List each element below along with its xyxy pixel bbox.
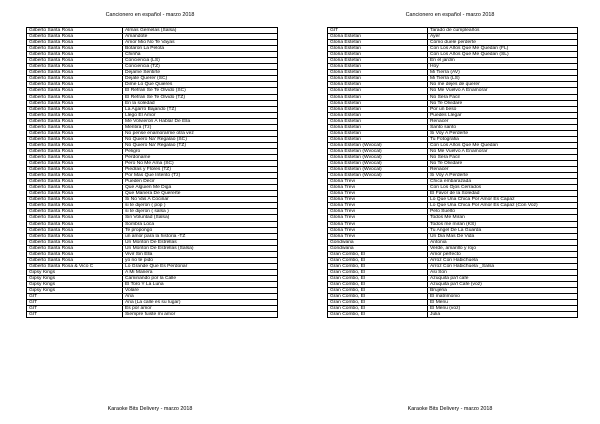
song-cell: Llego El Amor — [123, 112, 278, 118]
artist-cell: Gilberto Santa Rosa — [27, 154, 123, 160]
song-cell: Con Los Años Que Me Quedan (SL) — [428, 52, 578, 58]
artist-cell: Gilberto Santa Rosa — [27, 209, 123, 215]
song-cell: Con Los Ojos Cerrados — [428, 185, 578, 191]
song-cell: Siempre fuiste mi amor — [123, 312, 278, 318]
song-cell: No Sera Facil — [428, 94, 578, 100]
artist-cell: Gilberto Santa Rosa — [27, 251, 123, 257]
artist-cell: Gloria Trevi — [328, 221, 428, 227]
song-cell: No Me Vuelvo A Enamorar — [428, 148, 578, 154]
artist-cell: Gloria Estefan — [328, 118, 428, 124]
artist-cell: Gilberto Santa Rosa — [27, 233, 123, 239]
artist-cell: Gilberto Santa Rosa — [27, 215, 123, 221]
song-cell: Conciencia (TZ) — [123, 64, 278, 70]
artist-cell: Gloria Trevi — [328, 179, 428, 185]
song-cell: Si Voy A Perderte — [428, 173, 578, 179]
song-cell: Por Mas Que Intento (Tz) — [123, 173, 278, 179]
song-cell: Azuquita pa'l cafe — [428, 275, 578, 281]
song-cell: Pueden Decir — [123, 179, 278, 185]
song-cell: Caminando por la Calle — [123, 275, 278, 281]
song-cell: Verde, amarillo y rojo — [428, 245, 578, 251]
artist-cell: Gilberto Santa Rosa — [27, 106, 123, 112]
song-cell: No Quiero Na' Regalao (SC) — [123, 136, 278, 142]
song-cell: No me dejes de querer — [428, 82, 578, 88]
artist-cell: Gran Combo, El — [328, 288, 428, 294]
song-cell: El Refran Se Te Olvido (TZ) — [123, 94, 278, 100]
song-cell: Antonia — [428, 239, 578, 245]
artist-cell: Gilberto Santa Rosa — [27, 40, 123, 46]
artist-cell: Gran Combo, El — [328, 281, 428, 287]
song-cell: un amor para la historia -TZ — [123, 233, 278, 239]
artist-cell: Gondwana — [328, 239, 428, 245]
artist-cell: Gloria Estefan (Wvocal) — [328, 173, 428, 179]
song-cell: si te dijeron ( pop ) — [123, 203, 278, 209]
song-cell: Mi Tierra (AV) — [428, 70, 578, 76]
table-row — [328, 312, 578, 318]
song-cell: Almas Gemelas (Salsa) — [123, 28, 278, 34]
artist-cell: Gran Combo, El — [328, 275, 428, 281]
song-cell: Pelo Suelto — [428, 209, 578, 215]
artist-cell: Gilberto Santa Rosa — [27, 112, 123, 118]
page-footer: Karaoke Bits Delivery - marzo 2018 — [107, 406, 193, 412]
song-cell: Mi Tierra (LS) — [428, 76, 578, 82]
artist-cell: Gloria Estefan (Wvocal) — [328, 167, 428, 173]
artist-cell: Gloria Estefan (Wvocal) — [328, 154, 428, 160]
artist-cell: Gilberto Santa Rosa — [27, 227, 123, 233]
artist-cell: Gloria Estefan — [328, 34, 428, 40]
artist-cell: Gloria Estefan — [328, 64, 428, 70]
artist-cell: Gilberto Santa Rosa — [27, 70, 123, 76]
song-cell: yo no te pido — [123, 257, 278, 263]
song-cell: Volare — [123, 288, 278, 294]
song-cell: Ana — [123, 294, 278, 300]
artist-cell: Gloria Estefan — [328, 40, 428, 46]
artist-cell: Gloria Trevi — [328, 215, 428, 221]
artist-cell: Gilberto Santa Rosa — [27, 245, 123, 251]
song-cell: Lo Que Una Chica Por Amor Es Capaz (Con Voz) — [428, 203, 578, 209]
artist-cell: Gilberto Santa Rosa — [27, 58, 123, 64]
artist-cell: Gloria Estefan — [328, 58, 428, 64]
song-cell: Amandote — [123, 34, 278, 40]
song-cell: Si Voy A Perderte — [428, 130, 578, 136]
song-cell: Hoy — [428, 64, 578, 70]
song-cell: Un Dia Mas De Vida — [428, 233, 578, 239]
song-cell: Santo santo — [428, 124, 578, 130]
song-cell: Todos Me Miran — [428, 215, 578, 221]
song-cell: Que Manera De Quererte — [123, 191, 278, 197]
artist-cell: GIT — [27, 294, 123, 300]
artist-cell: Gran Combo, El — [328, 306, 428, 312]
song-cell: Azuquita pa'l Cafe (voz) — [428, 281, 578, 287]
song-cell: Por un beso — [428, 106, 578, 112]
artist-cell: Gloria Estefan — [328, 130, 428, 136]
song-cell: Es por amor — [123, 306, 278, 312]
artist-cell: Gran Combo, El — [328, 312, 428, 318]
song-cell: Vivir Sin Ella — [123, 251, 278, 257]
song-cell: Todos me miran (KS) — [428, 221, 578, 227]
song-cell: Piedras y Flores (TZ) — [123, 167, 278, 173]
song-cell: Dime Lo Que Quieres — [123, 82, 278, 88]
artist-cell: Gloria Trevi — [328, 185, 428, 191]
song-cell: Renacer — [428, 118, 578, 124]
artist-cell: Gran Combo, El — [328, 257, 428, 263]
song-cell: Conciencia (LS) — [123, 58, 278, 64]
artist-cell: Gilberto Santa Rosa — [27, 257, 123, 263]
artist-cell: Gloria Estefan — [328, 70, 428, 76]
artist-cell: Gilberto Santa Rosa — [27, 197, 123, 203]
artist-cell: GIT — [27, 300, 123, 306]
song-cell: No Te Olvidare — [428, 100, 578, 106]
song-cell: Un Monton De Estrellas — [123, 239, 278, 245]
artist-cell: GIT — [27, 306, 123, 312]
song-cell: Con Los Años Que Me Quedan (FL) — [428, 46, 578, 52]
song-cell: Amor Mio No Te Vayas — [123, 40, 278, 46]
artist-cell: Gloria Trevi — [328, 191, 428, 197]
artist-cell: Gilberto Santa Rosa — [27, 167, 123, 173]
artist-cell: Gloria Estefan — [328, 94, 428, 100]
artist-cell: Gondwana — [328, 245, 428, 251]
song-cell: Arroz Con Habichuela _Salsa — [428, 263, 578, 269]
artist-cell: Gipsy Kings — [27, 281, 123, 287]
song-cell: Botaron La Pelota — [123, 46, 278, 52]
song-cell: Pero No Me Ama (SC) — [123, 161, 278, 167]
artist-cell: Gilberto Santa Rosa — [27, 221, 123, 227]
song-cell: No Me Vuelvo A Enamorar — [428, 88, 578, 94]
song-cell: Me Volvieron A Hablar De Ella — [123, 118, 278, 124]
artist-cell: Gloria Estefan — [328, 88, 428, 94]
artist-cell: Gilberto Santa Rosa — [27, 136, 123, 142]
song-cell: Perdoname — [123, 154, 278, 160]
song-cell: Chiriña — [123, 52, 278, 58]
artist-cell: Gilberto Santa Rosa — [27, 130, 123, 136]
right-page — [300, 0, 600, 424]
artist-cell: Gloria Estefan — [328, 100, 428, 106]
song-cell: Asi Son — [428, 269, 578, 275]
artist-cell: Gloria Estefan (Wvocal) — [328, 161, 428, 167]
artist-cell: Gilberto Santa Rosa — [27, 82, 123, 88]
song-cell: si te dijeron ( salsa ) — [123, 209, 278, 215]
song-cell: Amor perfecto — [428, 251, 578, 257]
artist-cell: Gloria Estefan — [328, 82, 428, 88]
song-cell: Tu Angel De La Guarda — [428, 227, 578, 233]
artist-cell: Gloria Estefan (Wvocal) — [328, 148, 428, 154]
artist-cell: Gilberto Santa Rosa — [27, 148, 123, 154]
artist-cell: Gilberto Santa Rosa — [27, 28, 123, 34]
song-cell: El Menu — [428, 300, 578, 306]
page-header: Cancionero en español - marzo 2018 — [405, 12, 495, 18]
song-cell: Lo Grande Que Es Perdonar — [123, 263, 278, 269]
song-cell: Julia — [428, 312, 578, 318]
artist-cell: Gilberto Santa Rosa & Vico C — [27, 263, 123, 269]
artist-cell: Gilberto Santa Rosa — [27, 118, 123, 124]
artist-cell: Gilberto Santa Rosa — [27, 161, 123, 167]
artist-cell: Gloria Estefan — [328, 76, 428, 82]
artist-cell: Gloria Estefan — [328, 124, 428, 130]
artist-cell: Gilberto Santa Rosa — [27, 173, 123, 179]
artist-cell: Gloria Trevi — [328, 227, 428, 233]
artist-cell: Gloria Estefan — [328, 46, 428, 52]
song-cell: El Menu (voz) — [428, 306, 578, 312]
song-cell: Ana (La calle es su lugar) — [123, 300, 278, 306]
artist-cell: Gran Combo, El — [328, 300, 428, 306]
artist-cell: Gloria Estefan — [328, 106, 428, 112]
artist-cell: Gilberto Santa Rosa — [27, 88, 123, 94]
artist-cell: Gilberto Santa Rosa — [27, 76, 123, 82]
artist-cell: Gilberto Santa Rosa — [27, 64, 123, 70]
artist-cell: Gilberto Santa Rosa — [27, 46, 123, 52]
song-cell: No Te Olvidare — [428, 161, 578, 167]
artist-cell: Gloria Trevi — [328, 209, 428, 215]
artist-cell: Gloria Estefan — [328, 112, 428, 118]
song-cell: Arroz Con Habichuela — [428, 257, 578, 263]
song-cell: Cómo duele perderte — [428, 40, 578, 46]
artist-cell: Gran Combo, El — [328, 251, 428, 257]
artist-cell: Gilberto Santa Rosa — [27, 34, 123, 40]
artist-cell: Gipsy Kings — [27, 288, 123, 294]
song-cell: A Mi Manera — [123, 269, 278, 275]
artist-cell: Gilberto Santa Rosa — [27, 124, 123, 130]
artist-cell: Gipsy Kings — [27, 275, 123, 281]
artist-cell: Gilberto Santa Rosa — [27, 142, 123, 148]
artist-cell: GIT — [27, 312, 123, 318]
artist-cell: Gran Combo, El — [328, 269, 428, 275]
artist-cell: Gloria Estefan — [328, 52, 428, 58]
song-cell: Ayer — [428, 34, 578, 40]
song-cell: Brujeria — [428, 288, 578, 294]
song-cell: Que Alguien Me Diga — [123, 185, 278, 191]
song-cell: Te propongo — [123, 227, 278, 233]
song-cell: Tu Fotografia — [428, 136, 578, 142]
artist-cell: Gloria Estefan — [328, 136, 428, 142]
artist-cell: Gran Combo, El — [328, 263, 428, 269]
song-cell: No Quiero Na' Regalao (TZ) — [123, 142, 278, 148]
artist-cell: Gilberto Santa Rosa — [27, 203, 123, 209]
artist-cell: Gloria Estefan (Wvocal) — [328, 142, 428, 148]
song-cell: Si No Vas A Cocinar — [123, 197, 278, 203]
artist-cell: Gilberto Santa Rosa — [27, 179, 123, 185]
song-cell: Sombra Loca — [123, 221, 278, 227]
song-cell: Dejame Sentirte — [123, 70, 278, 76]
song-cell: En la soledad — [123, 100, 278, 106]
song-cell: Lo Que Una Chica Por Amor Es Capaz — [428, 197, 578, 203]
song-cell: No Sera Facil — [428, 154, 578, 160]
page-footer: Karaoke Bits Delivery - marzo 2018 — [407, 406, 493, 412]
artist-cell: Gloria Trevi — [328, 197, 428, 203]
artist-cell: Gilberto Santa Rosa — [27, 100, 123, 106]
song-cell: En el jardín — [428, 58, 578, 64]
song-cell: La Agarro Bajando (TZ) — [123, 106, 278, 112]
artist-cell: Gloria Trevi — [328, 233, 428, 239]
song-cell: Un Monton De Estrellas (Salsa) — [123, 245, 278, 251]
song-table — [26, 27, 278, 318]
song-cell: El matrimonio — [428, 294, 578, 300]
song-cell: Chica embarazada — [428, 179, 578, 185]
song-cell: Dejate Querer (SC) — [123, 76, 278, 82]
song-cell: El Refran Se Te Olvido (SC) — [123, 88, 278, 94]
song-cell: Puedes Llegar — [428, 112, 578, 118]
artist-cell: Gilberto Santa Rosa — [27, 191, 123, 197]
artist-cell: Gran Combo, El — [328, 294, 428, 300]
song-cell: Renacer — [428, 167, 578, 173]
artist-cell: GIT — [328, 28, 428, 34]
page-header: Cancionero en español - marzo 2018 — [105, 12, 195, 18]
song-cell: Sin Voluntad (Salsa) — [123, 215, 278, 221]
artist-cell: Gilberto Santa Rosa — [27, 94, 123, 100]
table-row — [27, 312, 278, 318]
artist-cell: Gilberto Santa Rosa — [27, 239, 123, 245]
song-table — [327, 27, 578, 318]
song-cell: Tarado de cumpleaños — [428, 28, 578, 34]
artist-cell: Gilberto Santa Rosa — [27, 52, 123, 58]
song-cell: El Toro Y La Luna — [123, 281, 278, 287]
song-cell: Con Los Años Que Me Quedan — [428, 142, 578, 148]
artist-cell: Gilberto Santa Rosa — [27, 185, 123, 191]
artist-cell: Gloria Trevi — [328, 203, 428, 209]
artist-cell: Gipsy Kings — [27, 269, 123, 275]
song-cell: Peligro — [123, 148, 278, 154]
song-cell: No pense enamorarme otra vez — [123, 130, 278, 136]
song-cell: El Favor de la Soledad — [428, 191, 578, 197]
song-cell: Mentira (Tz) — [123, 124, 278, 130]
